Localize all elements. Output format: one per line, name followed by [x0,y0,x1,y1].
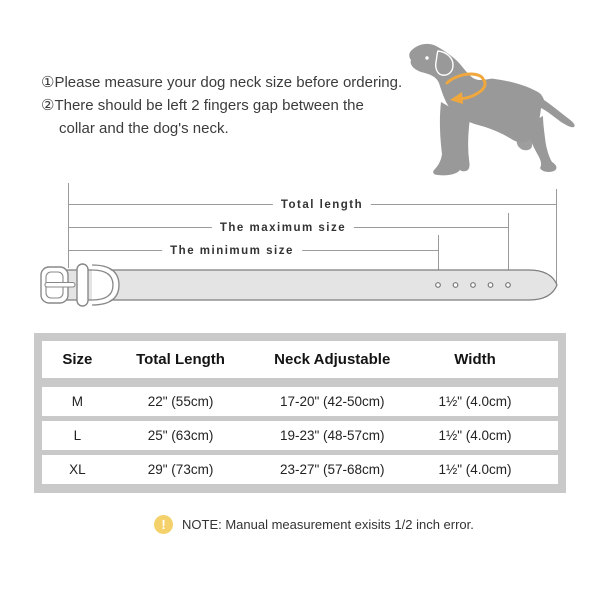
cell-total-length: 22" (55cm) [147,394,214,409]
dog-body [409,44,574,142]
note-text: NOTE: Manual measurement exisits 1/2 inch error. [182,517,474,532]
circled-number-2: ② [41,97,55,114]
column-header-size: Size [62,351,93,368]
dog-ear-icon [436,51,453,75]
cell-neck-adjustable: 19-23" (48-57cm) [279,428,385,443]
cell-neck-adjustable: 17-20" (42-50cm) [279,394,385,409]
size-chart-table [34,333,566,493]
cell-width: 1½" (4.0cm) [438,428,512,443]
collar-hole [453,283,458,288]
cell-width: 1½" (4.0cm) [438,394,512,409]
column-header-width: Width [454,351,496,368]
table-row [42,455,558,484]
instruction-line-3 [41,117,411,140]
collar-hole [471,283,476,288]
cell-size: M [71,394,83,409]
table-row [42,421,558,450]
instruction-line-2 [41,94,411,117]
extension-line-left [68,183,69,268]
measuring-instructions [41,71,411,140]
instruction-text-3: collar and the dog's neck. [59,120,229,137]
instruction-line-1 [41,71,411,94]
collar-hole [436,283,441,288]
table-header-row [42,341,558,378]
note-row [154,515,474,534]
cell-width: 1½" (4.0cm) [438,462,512,477]
instruction-text-2: There should be left 2 fingers gap between the [54,97,364,114]
collar-keeper [77,264,88,306]
column-header-total-length: Total Length [136,351,225,368]
dimension-label-min: The minimum size [162,245,302,257]
collar-strap [64,270,557,300]
cell-size: L [73,428,82,443]
collar-buckle-pin [45,283,75,288]
collar-hole [506,283,511,288]
dog-silhouette-svg [392,30,592,185]
table-row [42,387,558,416]
cell-total-length: 29" (73cm) [147,462,214,477]
cell-size: XL [69,462,86,477]
circled-number-1: ① [41,74,55,91]
dog-illustration [392,30,592,185]
column-header-neck-adjustable: Neck Adjustable [274,351,391,368]
cell-total-length: 25" (63cm) [147,428,214,443]
instruction-text-1: Please measure your dog neck size before ordering. [54,74,403,91]
collar-hole [488,283,493,288]
cell-neck-adjustable: 23-27" (57-68cm) [279,462,385,477]
dog-eye-icon [425,56,428,59]
dimension-label-max: The maximum size [212,222,354,234]
dimension-label-total: Total length [273,199,371,211]
collar-drawing [34,262,574,308]
exclamation-icon: ! [154,515,173,534]
